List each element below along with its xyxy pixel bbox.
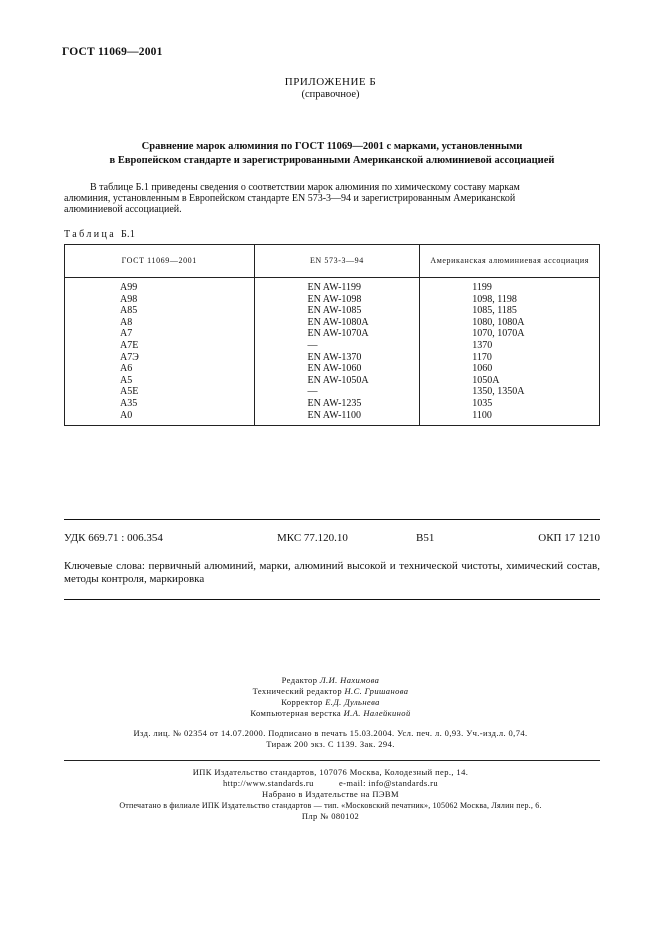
print-info xyxy=(0,728,661,750)
print-info-line-1: Изд. лиц. № 02354 от 14.07.2000. Подписано в печать 15.03.2004. Усл. печ. л. 0,93. Уч.-изд.л. 0,74. xyxy=(133,728,528,738)
credit-proofreader: Корректор Е.Д. Дульнева xyxy=(281,697,380,707)
aa-grade: 1080, 1080A xyxy=(472,316,525,328)
gost-grade: А7 xyxy=(120,328,133,340)
gost-grade: А99 xyxy=(120,282,138,293)
gost-grade: А98 xyxy=(120,293,138,305)
main-title-line-2: в Европейском стандарте и зарегистрированными Американской алюминиевой ассоциацией xyxy=(109,155,555,166)
en-grade: EN AW-1060 xyxy=(307,363,362,375)
table-caption-word: Таблица xyxy=(64,229,117,240)
aa-grade: 1070, 1070A xyxy=(472,328,525,340)
gost-grade: А0 xyxy=(120,409,133,421)
publisher-line-4: Отпечатано в филиале ИПК Издательство стандартов — тип. «Московский печатник», 105062 Москва, Лялин пер., 6. xyxy=(119,801,542,810)
en-grade: — xyxy=(307,386,318,398)
document-id: ГОСТ 11069—2001 xyxy=(62,46,163,58)
column-en xyxy=(254,278,420,426)
header-en: EN 573-3—94 xyxy=(254,245,420,278)
en-grade: EN AW-1199 xyxy=(307,282,362,293)
divider-top xyxy=(64,519,600,520)
column-aa xyxy=(420,278,600,426)
aa-grade: 1050A xyxy=(472,374,500,386)
intro-paragraph xyxy=(64,182,600,215)
print-info-line-2: Тираж 200 экз. С 1139. Зак. 294. xyxy=(266,739,395,749)
aa-grade: 1350, 1350A xyxy=(472,386,525,398)
divider-bottom xyxy=(64,599,600,600)
publisher-line-5: Плр № 080102 xyxy=(301,811,360,821)
divider-publisher xyxy=(64,760,600,761)
okp-code: ОКП 17 1210 xyxy=(538,532,600,544)
annex-title: ПРИЛОЖЕНИЕ Б xyxy=(284,76,377,88)
publisher-line-3: Набрано в Издательстве на ПЭВМ xyxy=(262,789,399,799)
aa-grade: 1098, 1198 xyxy=(472,293,517,305)
gost-grade: А7Э xyxy=(120,351,139,363)
header-gost: ГОСТ 11069—2001 xyxy=(65,245,255,278)
gost-grade: А8 xyxy=(120,316,133,328)
en-grade: EN AW-1370 xyxy=(307,351,362,363)
aa-grade: 1060 xyxy=(472,363,493,375)
en-grade: — xyxy=(307,339,318,351)
publisher-line-2: http://www.standards.ru e-mail: info@standards.ru xyxy=(222,778,439,788)
aa-grade: 1100 xyxy=(472,409,492,421)
aa-grade: 1085, 1185 xyxy=(472,305,517,317)
aa-grade: 1199 xyxy=(472,282,492,293)
aa-grade: 1035 xyxy=(472,397,493,409)
credit-layout: Компьютерная верстка И.А. Налейкиной xyxy=(250,708,411,718)
en-grade: EN AW-1085 xyxy=(307,305,362,317)
main-title-line-1: Сравнение марок алюминия по ГОСТ 11069—2001 с марками, установленными xyxy=(141,141,523,152)
credit-editor: Редактор Л.И. Нахимова xyxy=(281,675,380,685)
en-grade: EN AW-1100 xyxy=(307,409,362,421)
gost-grade: А5Е xyxy=(120,386,139,398)
en-grade: EN AW-1080A xyxy=(307,316,369,328)
en-grade: EN AW-1070A xyxy=(307,328,369,340)
credits-block xyxy=(0,675,661,719)
table-header-row xyxy=(65,245,600,278)
intro-line-3: алюминиевой ассоциацией. xyxy=(64,204,182,215)
aa-grade: 1170 xyxy=(472,351,492,363)
publisher-line-1: ИПК Издательство стандартов, 107076 Москва, Колодезный пер., 14. xyxy=(192,767,469,777)
gost-grade: А35 xyxy=(120,397,138,409)
gost-grade: А5 xyxy=(120,374,133,386)
aa-grade: 1370 xyxy=(472,339,493,351)
mks-code: МКС 77.120.10 xyxy=(277,532,348,544)
intro-line-2: алюминия, установленным в Европейском стандарте EN 573-3—94 и зарегистрированным Американской xyxy=(64,193,516,204)
gost-grade: А7Е xyxy=(120,339,139,351)
publisher-block xyxy=(0,767,661,822)
table-row xyxy=(65,278,600,426)
column-gost xyxy=(65,278,255,426)
en-grade: EN AW-1098 xyxy=(307,293,362,305)
en-grade: EN AW-1050A xyxy=(307,374,369,386)
grades-table xyxy=(64,244,600,426)
gost-grade: А85 xyxy=(120,305,138,317)
annex-note: (справочное) xyxy=(301,89,360,100)
table-caption xyxy=(64,229,135,240)
table-caption-number: Б.1 xyxy=(120,229,136,240)
keywords: Ключевые слова: первичный алюминий, марки, алюминий высокой и технической чистоты, химический состав, методы контроля, маркировка xyxy=(64,560,600,585)
udc-code: УДК 669.71 : 006.354 xyxy=(64,532,163,544)
category-code: В51 xyxy=(416,532,435,544)
main-title xyxy=(64,140,600,168)
header-aa: Американская алюминиевая ассоциация xyxy=(420,245,600,278)
intro-line-1: В таблице Б.1 приведены сведения о соответствии марок алюминия по химическому составу маркам xyxy=(90,182,520,193)
gost-grade: А6 xyxy=(120,363,133,375)
en-grade: EN AW-1235 xyxy=(307,397,362,409)
credit-tech-editor: Технический редактор Н.С. Гришанова xyxy=(252,686,409,696)
